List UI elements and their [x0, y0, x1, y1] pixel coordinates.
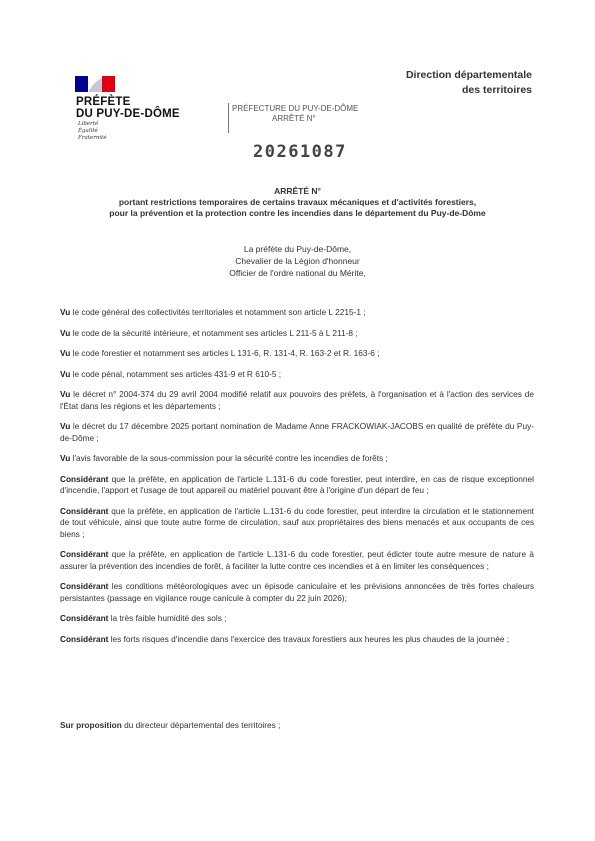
- recital-text: le décret du 17 décembre 2025 portant nomination de Madame Anne FRACKOWIAK-JACOBS en qualité de préfète du Puy-de-Dôme ;: [60, 421, 534, 443]
- republic-motto: [78, 121, 107, 142]
- recital-text: que la préfète, en application de l'article L.131-6 du code forestier, peut édicter toute autre mesure de nature à assurer la prévention des incendies de forêt, à faciliter la lutte contre ces incendies et à en limiter les conséquences ;: [60, 549, 534, 571]
- recital-keyword: Considérant: [60, 473, 109, 484]
- recital-item: [60, 453, 534, 465]
- recital-item: [60, 421, 534, 444]
- recital-text: le code général des collectivités territoriales et notamment son article L 2215-1 ;: [70, 307, 366, 317]
- recital-keyword: Considérant: [60, 505, 109, 516]
- recital-item: [60, 549, 534, 572]
- directorate-line-2: des territoires: [461, 84, 532, 96]
- recital-keyword: Vu: [60, 327, 71, 338]
- recital-item: [60, 634, 534, 646]
- recital-text: l'avis favorable de la sous-commission pour la sécurité contre les incendies de forêts ;: [70, 453, 388, 463]
- recital-item: [60, 307, 534, 319]
- recital-keyword: Considérant: [60, 549, 109, 559]
- prefecture-line-1: PRÉFÈTE: [76, 96, 131, 108]
- stamp-line-1: PRÉFECTURE DU PUY-DE-DÔME: [232, 104, 359, 113]
- recital-item: [60, 474, 534, 497]
- recital-item: [60, 348, 534, 360]
- marianne-logo: [75, 76, 115, 92]
- recital-item: [60, 506, 534, 541]
- recital-text: que la préfète, en application de l'article L.131-6 du code forestier, peut interdire, en cas de risque exceptionnel d'incendie, l'apport et l'usage de tout appareil ou matériel pouvant être à l'origine d'un départ de feu ;: [60, 473, 534, 495]
- directorate-name: [406, 68, 532, 98]
- recital-item: [60, 613, 534, 625]
- decree-subtitle-line-2: pour la prévention et la protection contre les incendies dans le département du Puy-de-Dôme: [109, 208, 486, 218]
- registration-stamp: [232, 104, 358, 124]
- recital-keyword: Vu: [60, 348, 71, 358]
- prefecture-line-2: DU PUY-DE-DÔME: [76, 108, 180, 120]
- motto-line-3: Fraternité: [78, 135, 107, 141]
- recital-text: le code forestier et notamment ses articles L 131-6, R. 131-4, R. 163-2 et R. 163-6 ;: [70, 348, 380, 358]
- recital-keyword: Vu: [60, 307, 71, 317]
- prefecture-name: [76, 96, 180, 120]
- stamp-line-2: ARRÊTÉ N°: [272, 114, 316, 123]
- recital-item: [60, 369, 534, 381]
- recital-keyword: Vu: [60, 368, 71, 379]
- recital-text: que la préfète, en application de l'article L.131-6 du code forestier, peut interdire la circulation et le stationnement de tout véhicule, ainsi que toute autre forme de circulation, sauf aux propriétaires des biens menacés et aux occupants de ces biens ;: [60, 505, 534, 539]
- recital-text: les forts risques d'incendie dans l'exercice des travaux forestiers aux heures les plus chaudes de la journée ;: [108, 633, 510, 644]
- motto-line-1: Liberté: [78, 121, 99, 127]
- decree-title: [40, 186, 555, 219]
- decree-subtitle-line-1: portant restrictions temporaires de certains travaux mécaniques et d'activités forestiers,: [118, 197, 477, 207]
- recital-keyword: Vu: [60, 421, 71, 431]
- recital-text: le code pénal, notamment ses articles 431-9 et R 610-5 ;: [70, 368, 282, 379]
- proposal-keyword: Sur proposition: [60, 720, 122, 730]
- authority-line-2: Chevalier de la Légion d'honneur: [235, 256, 360, 266]
- recital-item: [60, 328, 534, 340]
- recital-keyword: Vu: [60, 389, 71, 399]
- proposal-text: du directeur départemental des territoires ;: [121, 720, 281, 730]
- stamp-number: 20261087: [253, 142, 347, 162]
- motto-line-2: Égalité: [78, 128, 98, 134]
- authority-line-1: La préfète du Puy-de-Dôme,: [243, 244, 352, 254]
- recitals-list: [60, 307, 534, 654]
- recital-keyword: Considérant: [60, 581, 109, 591]
- recital-item: [60, 389, 534, 412]
- recital-keyword: Vu: [60, 453, 71, 463]
- recital-text: le code de la sécurité intérieure, et notamment ses articles L 211-5 à L 211-8 ;: [70, 327, 358, 338]
- recital-text: les conditions météorologiques avec un épisode caniculaire et les prévisions annoncées de très fortes chaleurs persistantes (passage en vigilance rouge canicule à compter du 22 juin 2026);: [60, 581, 534, 603]
- recital-keyword: Considérant: [60, 613, 109, 623]
- recital-item: [60, 581, 534, 604]
- recital-keyword: Considérant: [60, 633, 109, 644]
- directorate-line-1: Direction départementale: [405, 69, 532, 81]
- decree-heading: ARRÊTÉ N°: [274, 186, 321, 196]
- proposal-line: [60, 720, 280, 730]
- signing-authority: [40, 243, 555, 279]
- authority-line-3: Officier de l'ordre national du Mérite,: [229, 268, 366, 278]
- recital-text: la très faible humidité des sols ;: [108, 613, 227, 623]
- recital-text: le décret n° 2004-374 du 29 avril 2004 modifié relatif aux pouvoirs des préfets, à l'organisation et à l'action des services de l'État dans les régions et les départements ;: [60, 389, 534, 411]
